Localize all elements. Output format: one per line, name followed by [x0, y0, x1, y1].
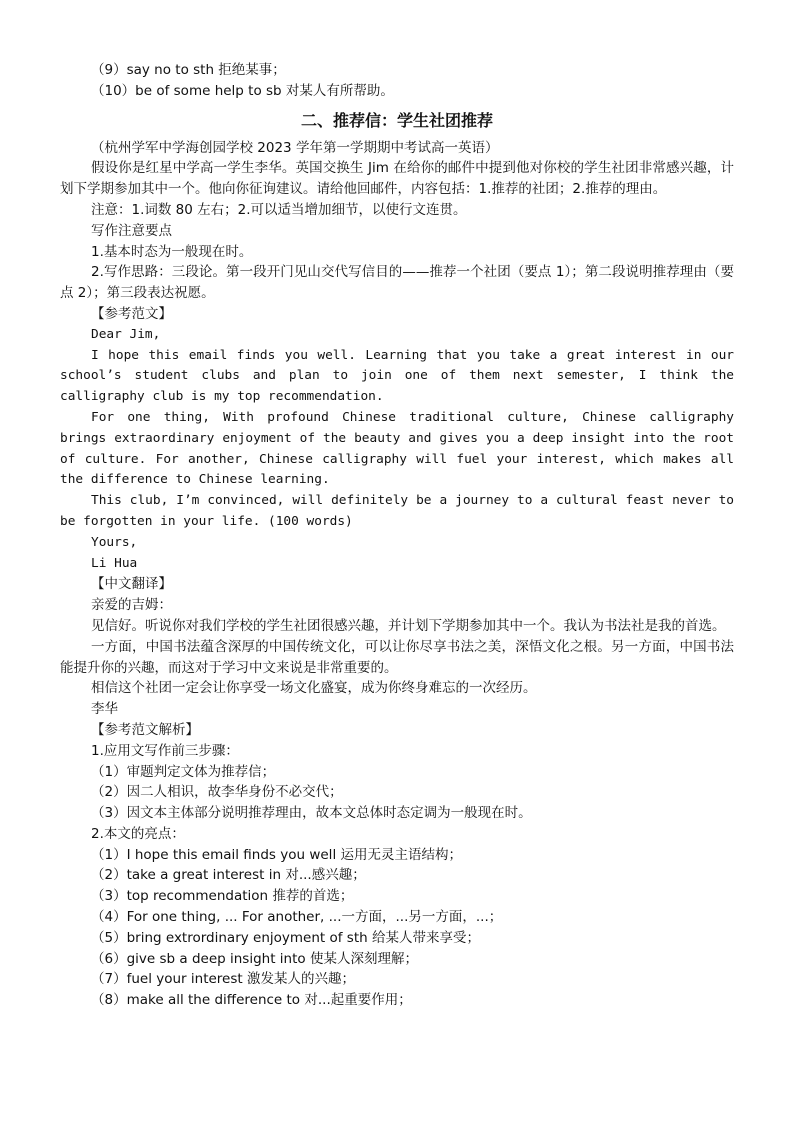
exam-source: （杭州学军中学海创园学校 2023 学年第一学期期中考试高一英语） [91, 139, 499, 156]
sample-paragraph: This club, I’m convinced, will definitely be a journey to a cultural feast never to be forgotten in your life. (100 words) [60, 493, 734, 529]
sample-signature: Li Hua [91, 555, 138, 571]
translation-paragraph: 一方面，中国书法蕴含深厚的中国传统文化，可以让你尽享书法之美，深悟文化之根。另一方面，中国书法能提升你的兴趣，而这对于学习中文来说是非常重要的。 [60, 638, 734, 676]
highlight-item: （8）make all the difference to 对...起重要作用； [91, 992, 412, 1009]
highlight-item: （1）I hope this email finds you well 运用无灵主语结构； [91, 846, 462, 863]
highlight-item: （3）top recommendation 推荐的首选； [91, 888, 354, 905]
writing-note: 注意：1.词数 80 左右；2.可以适当增加细节，以使行文连贯。 [91, 201, 467, 218]
writing-point: 2.写作思路：三段论。第一段开门见山交代写信目的——推荐一个社团（要点 1）；第二段说明推荐理由（要点 2）；第三段表达祝愿。 [60, 264, 734, 302]
writing-prompt: 假设你是红星中学高一学生李华。英国交换生 Jim 在给你的邮件中提到他对你校的学生社团非常感兴趣，计划下学期参加其中一个。他向你征询建议。请给他回邮件，内容包括：1.推荐的社团；2.推荐的理由。 [60, 160, 734, 198]
sample-heading: 【参考范文】 [91, 305, 172, 322]
highlight-item: （5）bring extrordinary enjoyment of sth 给某人带来享受； [91, 929, 480, 946]
analysis-steps-heading: 1.应用文写作前三步骤： [91, 742, 239, 759]
sample-closing: Yours, [91, 534, 138, 550]
writing-points-heading: 写作注意要点 [91, 222, 172, 239]
highlights-heading: 2.本文的亮点： [91, 825, 185, 842]
translation-paragraph: 见信好。听说你对我们学校的学生社团很感兴趣，并计划下学期参加其中一个。我认为书法社是我的首选。 [91, 617, 726, 634]
translation-signature: 李华 [91, 701, 118, 718]
writing-point: 1.基本时态为一般现在时。 [91, 243, 253, 260]
vocab-item: （10）be of some help to sb 对某人有所帮助。 [91, 82, 394, 99]
highlight-item: （2）take a great interest in 对...感兴趣； [91, 867, 366, 884]
translation-greeting: 亲爱的吉姆： [91, 597, 172, 614]
sample-paragraph: I hope this email finds you well. Learning that you take a great interest in our school’s student clubs and plan to join one of them next semester, I think the calligraphy club is my top recommendation. [60, 347, 734, 405]
sample-greeting: Dear Jim, [91, 326, 161, 342]
vocab-item: （9）say no to sth 拒绝某事； [91, 62, 286, 78]
analysis-step: （2）因二人相识，故李华身份不必交代； [91, 784, 343, 801]
analysis-step: （3）因文本主体部分说明推荐理由，故本文总体时态定调为一般现在时。 [91, 805, 532, 822]
section-title: 二、推荐信：学生社团推荐 [300, 110, 493, 130]
sample-paragraph: For one thing, With profound Chinese traditional culture, Chinese calligraphy brings extraordinary enjoyment of the beauty and gives you a deep insight into the root of culture. For another, Chinese calligraphy will fuel your interest, which makes all the difference to Chinese learning. [60, 409, 734, 488]
highlight-item: （4）For one thing, ... For another, ...一方面，...另一方面，...； [91, 909, 503, 926]
translation-heading: 【中文翻译】 [91, 576, 172, 593]
highlight-item: （7）fuel your interest 激发某人的兴趣； [91, 971, 355, 988]
analysis-heading: 【参考范文解析】 [91, 721, 199, 738]
translation-paragraph: 相信这个社团一定会让你享受一场文化盛宴，成为你终身难忘的一次经历。 [91, 680, 537, 697]
analysis-step: （1）审题判定文体为推荐信； [91, 763, 276, 780]
highlight-item: （6）give sb a deep insight into 使某人深刻理解； [91, 950, 418, 967]
